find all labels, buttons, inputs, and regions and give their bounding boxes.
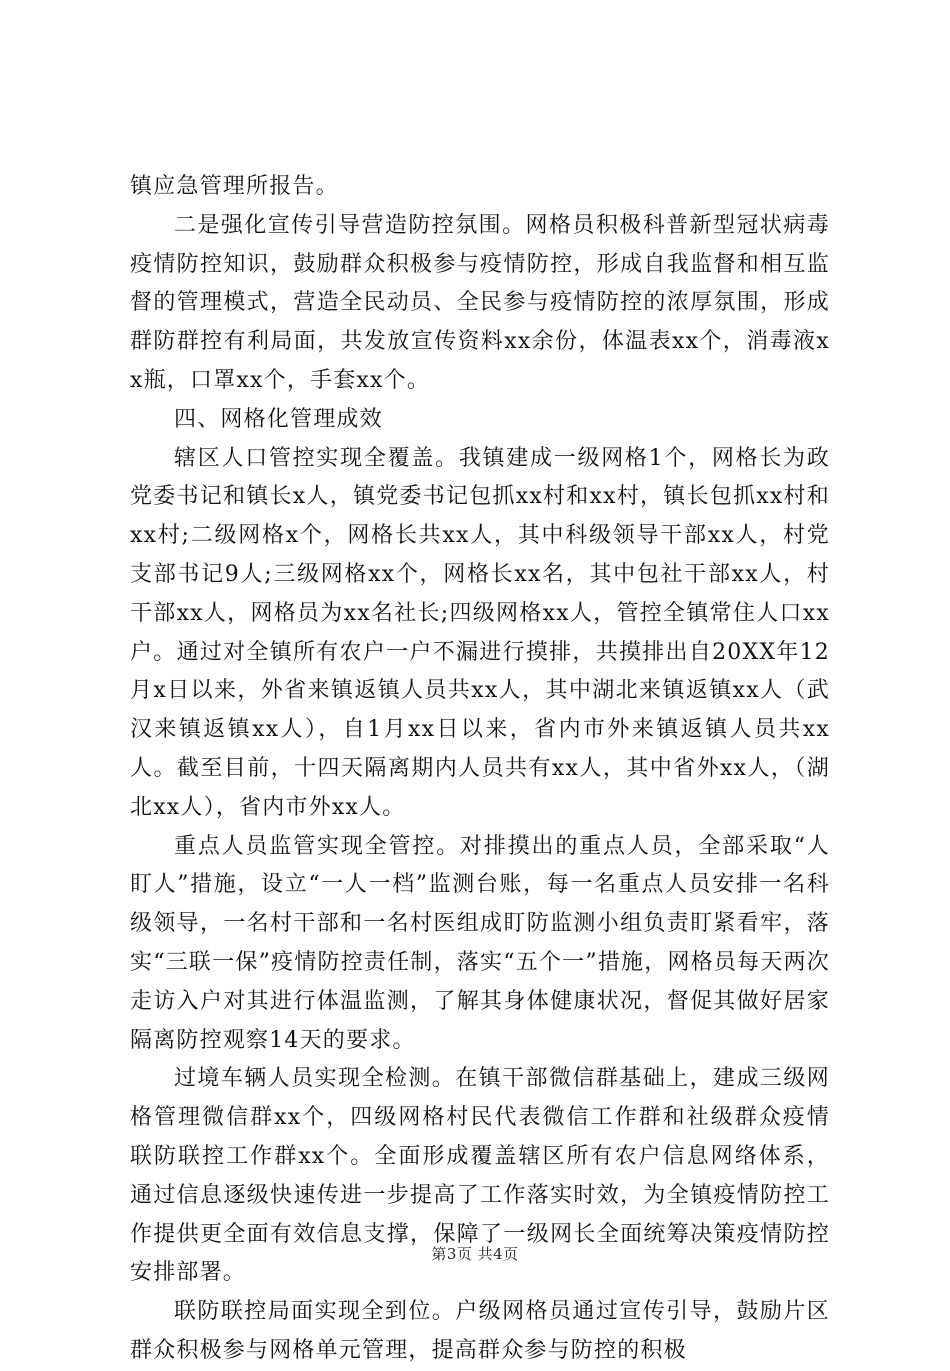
section-heading-results: 四、网格化管理成效 (174, 406, 383, 432)
paragraph-publicity: 二是强化宣传引导营造防控氛围。网格员积极科普新型冠状病毒疫情防控知识，鼓励群众积极参与疫情防控，形成自我监督和相互监督的管理模式，营造全民动员、全民参与疫情防控的浓厚氛围，形成群防群控有利局面，共发放宣传资料xx余份，体温表xx个，消毒液xx瓶，口罩xx个，手套xx个。 (130, 212, 830, 393)
paragraph-key-personnel: 重点人员监管实现全管控。对排摸出的重点人员，全部采取“人盯人”措施，设立“一人一档”监测台账，每一名重点人员安排一名科级领导，一名村干部和一名村医组成盯防监测小组负责盯紧看牢，落实“三联一保”疫情防控责任制，落实“五个一”措施，网格员每天两次走访入户对其进行体温监测，了解其身体健康状况，督促其做好居家隔离防控观察14天的要求。 (130, 833, 830, 1053)
document-body (130, 168, 830, 1371)
paragraph-joint-prevention: 联防联控局面实现全到位。户级网格员通过宣传引导，鼓励片区群众积极参与网格单元管理，提高群众参与防控的积极 (130, 1299, 830, 1363)
paragraph-continuation: 镇应急管理所报告。 (130, 174, 339, 199)
paragraph-vehicle-inspection: 过境车辆人员实现全检测。在镇干部微信群基础上，建成三级网格管理微信群xx个，四级网格村民代表微信工作群和社级群众疫情联防联控工作群xx个。全面形成覆盖辖区所有农户信息网络体系，通过信息逐级快速传进一步提高了工作落实时效，为全镇疫情防控工作提供更全面有效信息支撑，保障了一级网长全面统筹决策疫情防控安排部署。 (130, 1066, 830, 1286)
page-number-footer: 第3页 共4页 (431, 1245, 519, 1263)
paragraph-population-control: 辖区人口管控实现全覆盖。我镇建成一级网格1个，网格长为政党委书记和镇长x人，镇党委书记包抓xx村和xx村，镇长包抓xx村和xx村;二级网格x个，网格长共xx人，其中科级领导干部xx人，村党支部书记9人;三级网格xx个，网格长xx名，其中包社干部xx人，村干部xx人，网格员为xx名社长;四级网格xx人，管控全镇常住人口xx户。通过对全镇所有农户一户不漏进行摸排，共摸排出自20XX年12月x日以来，外省来镇返镇人员共xx人，其中湖北来镇返镇xx人（武汉来镇返镇xx人），自1月xx日以来，省内市外来镇返镇人员共xx人。截至目前，十四天隔离期内人员共有xx人，其中省外xx人，（湖北xx人），省内市外xx人。 (130, 445, 830, 820)
